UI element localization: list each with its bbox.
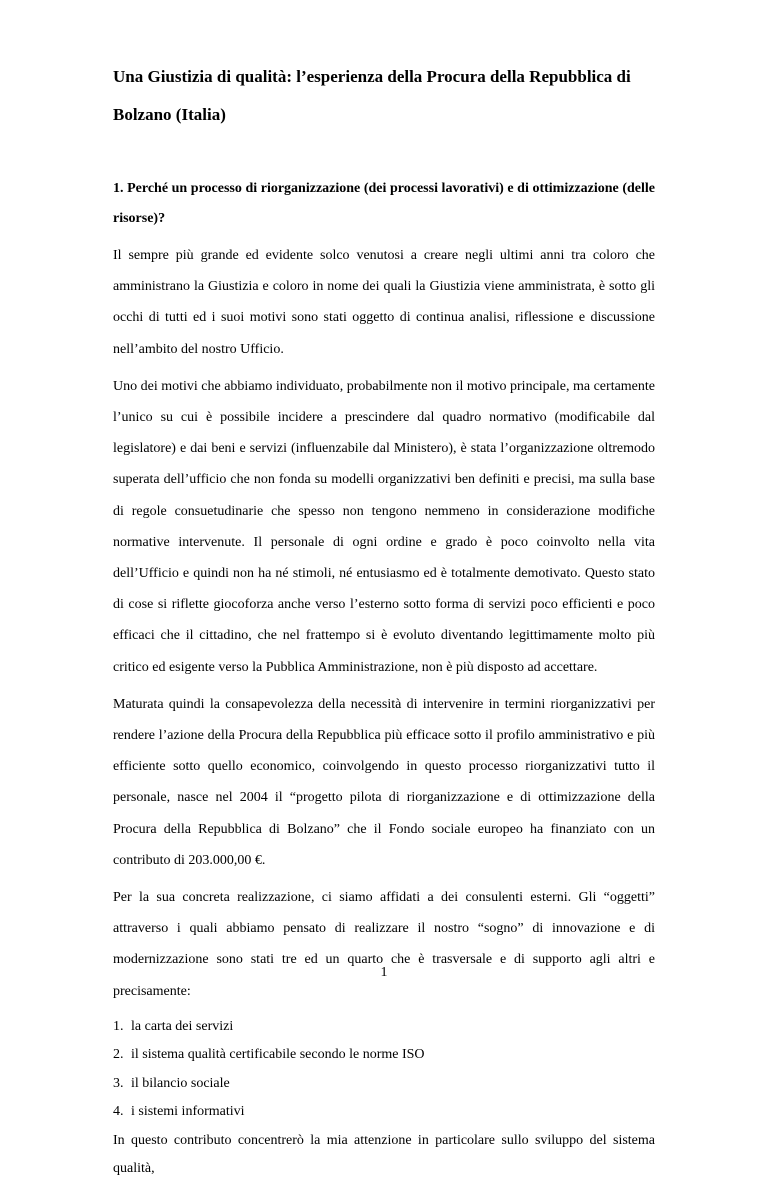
list-item-text: il sistema qualità certificabile secondo le norme ISO — [131, 1047, 425, 1063]
list-item-text: la carta dei servizi — [131, 1018, 234, 1034]
list-item — [113, 1098, 655, 1127]
paragraph-2: Uno dei motivi che abbiamo individuato, probabilmente non il motivo principale, ma certamente l’unico su cui è possibile incidere a prescindere dal quadro normativo (modificabile dal legislatore) e dai beni e servizi (influenzabile dal Ministero), è stata l’organizzazione oltremodo superata dell’ufficio che non fonda su modelli organizzativi ben definiti e precisi, ma sulla base di regole consuetudinarie che spesso non tengono nemmeno in considerazione modifiche normative intervenute. Il personale di ogni ordine e grado è poco coinvolto nella vita dell’Ufficio e quindi non ha né stimoli, né entusiasmo ed è totalmente demotivato. Questo stato di cose si riflette giocoforza anche verso l’esterno sotto forma di servizi poco efficienti e poco efficaci che il cittadino, che nel frattempo si è evoluto diventando legittimamente molto più critico ed esigente verso la Pubblica Amministrazione, non è più disposto ad accettare. — [113, 378, 655, 675]
list-item-text: i sistemi informativi — [131, 1104, 245, 1120]
document-title: Una Giustizia di qualità: l’esperienza della Procura della Repubblica di Bolzano (Italia) — [113, 67, 631, 124]
paragraph-1: Il sempre più grande ed evidente solco venutosi a creare negli ultimi anni tra coloro che amministrano la Giustizia e coloro in nome dei quali la Giustizia viene amministrata, è sotto gli occhi di tutti ed i suoi motivi sono stati oggetto di continua analisi, riflessione e discussione nell’ambito del nostro Ufficio. — [113, 248, 655, 357]
section-heading: 1. Perché un processo di riorganizzazione (dei processi lavorativi) e di ottimizzazione (delle risorse)? — [113, 181, 655, 226]
list-item-number: 2. — [113, 1047, 124, 1063]
list-item — [113, 1070, 655, 1099]
list-item-number: 4. — [113, 1104, 124, 1120]
page-number: 1 — [380, 965, 388, 980]
list-item-number: 1. — [113, 1018, 124, 1034]
list-item-text: il bilancio sociale — [131, 1075, 230, 1091]
paragraph-4: Per la sua concreta realizzazione, ci siamo affidati a dei consulenti esterni. Gli “oggetti” attraverso i quali abbiamo pensato di realizzare il nostro “sogno” di innovazione e di modernizzazione sono stati tre ed un quarto che è trasversale e di supporto agli altri e precisamente: — [113, 890, 655, 999]
list-item — [113, 1013, 655, 1042]
closing-paragraph: In questo contributo concentrerò la mia attenzione in particolare sullo sviluppo del sistema qualità, — [113, 1132, 655, 1176]
list-item-number: 3. — [113, 1075, 124, 1091]
paragraph-3: Maturata quindi la consapevolezza della necessità di intervenire in termini riorganizzativi per rendere l’azione della Procura della Repubblica più efficace sotto il profilo amministrativo e più efficiente sotto quello economico, coinvolgendo in questo processo riorganizzativi tutto il personale, nasce nel 2004 il “progetto pilota di riorganizzazione e di ottimizzazione della Procura della Repubblica di Bolzano” che il Fondo sociale europeo ha finanziato con un contributo di 203.000,00 €. — [113, 696, 655, 868]
list-item — [113, 1041, 655, 1070]
numbered-list — [113, 1013, 655, 1127]
